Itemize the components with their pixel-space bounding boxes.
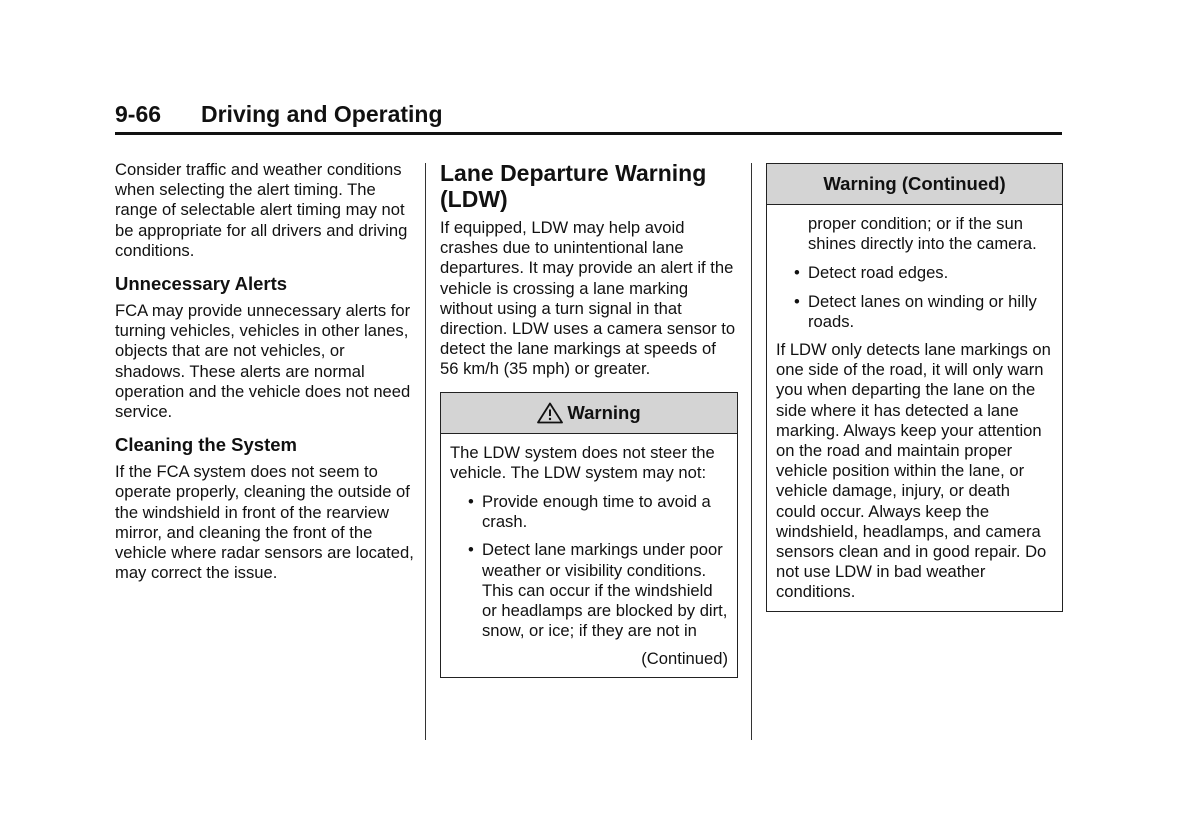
column-right bbox=[766, 163, 1063, 612]
list-item: • Provide enough time to avoid a crash. bbox=[468, 492, 711, 532]
warning-bullet-list bbox=[776, 263, 1053, 332]
column-divider bbox=[425, 163, 426, 740]
alert-timing-paragraph: Consider traffic and weather conditions when selecting the alert timing. The range of selectable alert timing may not be appropriate for all drivers and driving conditions. bbox=[115, 160, 408, 260]
warning-body bbox=[441, 434, 737, 678]
column-left bbox=[115, 160, 415, 595]
warning-body-continued bbox=[767, 205, 1062, 611]
page-header bbox=[115, 100, 1062, 135]
cleaning-system-heading: Cleaning the System bbox=[115, 434, 297, 456]
column-divider bbox=[751, 163, 752, 740]
ldw-intro-paragraph: If equipped, LDW may help avoid crashes due to unintentional lane departures. It may provide an alert if the vehicle is crossing a lane marking without using a turn signal in that direction. LDW uses a camera sensor to detect the lane markings at speeds of 56 km/h (35 mph) or greater. bbox=[440, 218, 736, 379]
continued-label: (Continued) bbox=[641, 649, 728, 669]
warning-header bbox=[441, 393, 737, 434]
warning-bullet-list bbox=[450, 492, 728, 641]
list-item: • Detect lane markings under poor weather or visibility conditions. This can occur if the windshield or headlamps are blocked by dirt, snow, or ice; if they are not in bbox=[468, 540, 728, 641]
ldw-title: Lane Departure Warning (LDW) bbox=[440, 160, 707, 212]
warning-box-continued bbox=[766, 163, 1063, 612]
unnecessary-alerts-paragraph: FCA may provide unnecessary alerts for turning vehicles, vehicles in other lanes, objects that are not vehicles, or shadows. These alerts are normal operation and the vehicle does not need service. bbox=[115, 301, 411, 422]
cleaning-system-paragraph: If the FCA system does not seem to operate properly, cleaning the outside of the windshield in front of the rearview mirror, and cleaning the front of the vehicle where radar sensors are located, may correct the issue. bbox=[115, 462, 414, 583]
unnecessary-alerts-heading: Unnecessary Alerts bbox=[115, 273, 288, 295]
warning-header-continued: Warning (Continued) bbox=[767, 164, 1062, 205]
list-item: • Detect road edges. bbox=[794, 263, 949, 283]
warning-label: Warning bbox=[567, 401, 641, 423]
warning-box bbox=[440, 392, 738, 679]
warning-intro: The LDW system does not steer the vehicle. The LDW system may not: bbox=[450, 442, 715, 482]
column-middle bbox=[440, 160, 738, 678]
warning-closing-paragraph: If LDW only detects lane markings on one side of the road, it will only warn you when departing the lane on the side where it has detected a lane marking. Always keep your attention on the road and maintain proper vehicle position within the lane, or vehicle damage, injury, or death could occur. Always keep the windshield, headlamps, and camera sensors clean and in good repair. Do not use LDW in bad weather conditions. bbox=[776, 340, 1051, 602]
bullet-continuation: proper condition; or if the sun shines directly into the camera. bbox=[808, 214, 1037, 254]
warning-triangle-icon bbox=[537, 402, 563, 424]
page-number: 9-66 bbox=[115, 101, 162, 127]
list-item: • Detect lanes on winding or hilly roads. bbox=[794, 291, 1037, 331]
section-title: Driving and Operating bbox=[201, 101, 443, 127]
